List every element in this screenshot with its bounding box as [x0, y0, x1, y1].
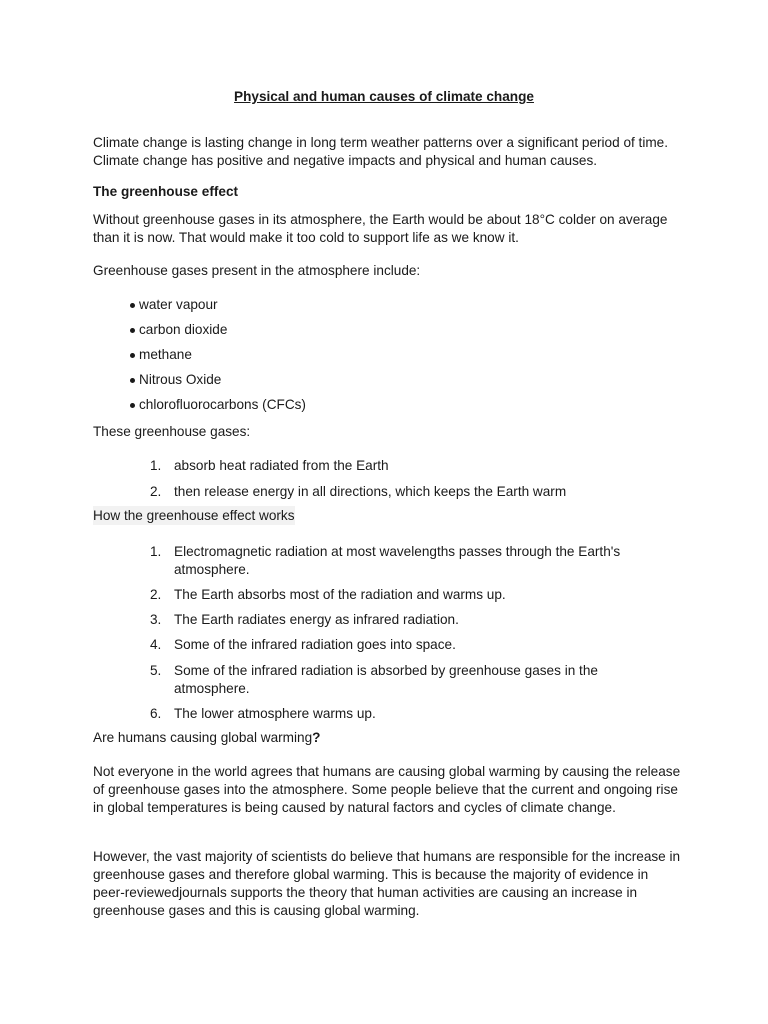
- greenhouse-paragraph: Without greenhouse gases in its atmosphere, the Earth would be about 18°C colder on average than it is now. That would make it too cold to support life as we know it.: [93, 212, 668, 245]
- list-text: Some of the infrared radiation is absorbed by greenhouse gases in the atmosphere.: [174, 663, 598, 696]
- list-number: 2.: [150, 484, 162, 499]
- humans-paragraph-1: Not everyone in the world agrees that humans are causing global warming by causing the release of greenhouse gases into the atmosphere. Some people believe that the current and ongoing rise in global temperatures is being caused by natural factors and cycles of climate change.: [93, 764, 681, 815]
- list-item: [150, 611, 650, 636]
- list-text: absorb heat radiated from the Earth: [174, 458, 389, 473]
- list-item: [150, 586, 650, 611]
- list-text: Some of the infrared radiation goes into space.: [174, 637, 456, 652]
- list-item: [150, 543, 650, 586]
- list-item: Nitrous Oxide: [130, 371, 306, 396]
- list-text: The Earth absorbs most of the radiation and warms up.: [174, 587, 506, 602]
- humans-paragraph-2: However, the vast majority of scientists do believe that humans are responsible for the increase in greenhouse gases and therefore global warming. This is because the majority of evidence in peer-reviewedjournals supports the theory that human activities are causing an increase in greenhouse gases and this is causing global warming.: [93, 849, 681, 918]
- humans-heading-text: Are humans causing global warming: [93, 730, 313, 745]
- effects-list: [150, 457, 650, 509]
- list-number: 1.: [150, 458, 162, 473]
- list-item: [150, 662, 650, 705]
- list-item: water vapour: [130, 296, 306, 321]
- list-text: The lower atmosphere warms up.: [174, 706, 376, 721]
- list-number: 2.: [150, 587, 162, 602]
- list-item: chlorofluorocarbons (CFCs): [130, 396, 306, 421]
- list-item: methane: [130, 346, 306, 371]
- list-number: 3.: [150, 612, 162, 627]
- list-text: Electromagnetic radiation at most wavelengths passes through the Earth's atmosphere.: [174, 544, 621, 577]
- humans-heading-mark: ?: [312, 730, 321, 745]
- list-text: The Earth radiates energy as infrared radiation.: [174, 612, 459, 627]
- list-item: [150, 636, 650, 662]
- humans-heading: [93, 729, 683, 747]
- list-number: 5.: [150, 663, 162, 678]
- steps-list: [150, 543, 650, 727]
- list-number: 4.: [150, 637, 162, 652]
- how-heading-text: How the greenhouse effect works: [93, 508, 295, 523]
- greenhouse-heading: The greenhouse effect: [93, 184, 239, 199]
- gases-list: [130, 296, 306, 421]
- intro-paragraph: Climate change is lasting change in long term weather patterns over a significant period of time. Climate change has positive and negative impacts and physical and human causes.: [93, 135, 669, 168]
- list-item: [150, 705, 650, 727]
- list-number: 6.: [150, 706, 162, 721]
- list-item: [150, 457, 650, 483]
- page-title: Physical and human causes of climate change: [234, 89, 534, 104]
- how-heading: [93, 507, 683, 525]
- list-item: carbon dioxide: [130, 321, 306, 346]
- list-text: then release energy in all directions, which keeps the Earth warm: [174, 484, 567, 499]
- gases-intro: Greenhouse gases present in the atmosphere include:: [93, 263, 421, 278]
- list-number: 1.: [150, 544, 162, 559]
- these-gases-label: These greenhouse gases:: [93, 424, 251, 439]
